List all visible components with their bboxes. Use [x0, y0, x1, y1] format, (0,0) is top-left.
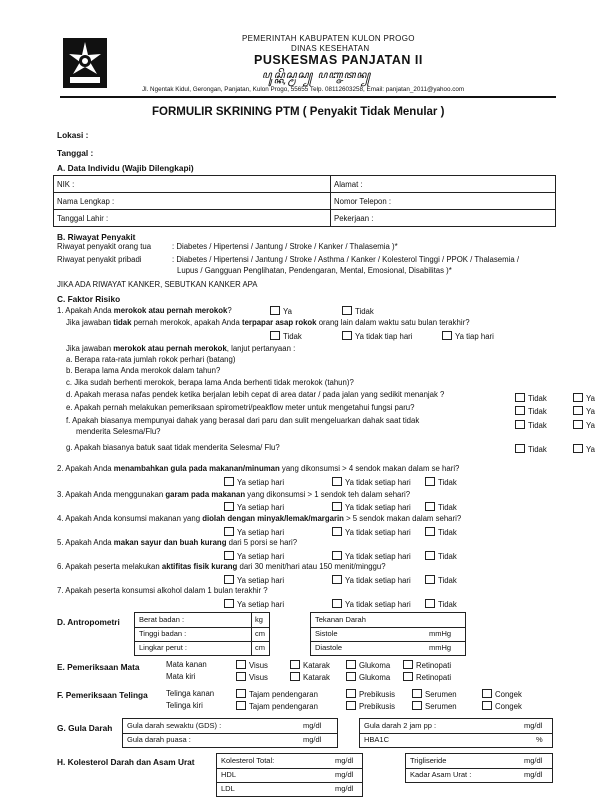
kolesterol-box — [216, 753, 363, 797]
q7-tidak[interactable]: Tidak — [425, 599, 457, 609]
nama-field[interactable]: Nama Lengkap : — [54, 193, 331, 210]
q6-ya-tidak-setiap-hari[interactable]: Ya tidak setiap hari — [332, 575, 411, 585]
section-d-heading: D. Antropometri — [57, 617, 120, 627]
lingkar-perut-field[interactable]: Lingkar perut : — [139, 643, 187, 652]
mata-kiri-visus[interactable]: Visus — [236, 672, 268, 682]
tb-unit: cm — [255, 629, 265, 638]
checkbox[interactable] — [482, 701, 492, 710]
q4-text: 4. Apakah Anda konsumsi makanan yang diolah dengan minyak/lemak/margarin > 5 sendok makan dalam sehari? — [57, 514, 462, 523]
pribadi-value-2[interactable]: Lupus / Gangguan Penglihatan, Pendengaran, Mental, Emosional, Disabilitas )* — [177, 266, 452, 275]
q1-sub-e: e. Apakah pernah melakukan pemeriksaan spirometri/peakflow meter untuk mengetahui fungsi paru? — [66, 403, 415, 412]
checkbox[interactable] — [425, 477, 435, 486]
section-e-heading: E. Pemeriksaan Mata — [57, 662, 140, 672]
checkbox[interactable] — [515, 444, 525, 453]
sub-g-ya-option[interactable]: Ya — [573, 444, 595, 454]
nik-field[interactable]: NIK : — [54, 176, 331, 193]
checkbox[interactable] — [425, 551, 435, 560]
q1-sub-c: c. Jika sudah berhenti merokok, berapa lama Anda berhenti tidak merokok (tahun)? — [66, 378, 354, 387]
telinga-kanan-serumen[interactable]: Serumen — [412, 689, 457, 699]
checkbox[interactable] — [270, 306, 280, 315]
mata-kanan-visus[interactable]: Visus — [236, 660, 268, 670]
checkbox[interactable] — [342, 331, 352, 340]
hba1c-field[interactable]: HBA1C — [364, 735, 390, 744]
gd2-field[interactable]: Gula darah 2 jam pp : — [364, 721, 437, 730]
sistole-unit: mmHg — [429, 629, 452, 638]
q1-sub-f-1: f. Apakah biasanya mempunyai dahak yang berasal dari paru dan sulit mengeluarkan dahak saat tidak — [66, 416, 420, 425]
gd-puasa-field[interactable]: Gula darah puasa : — [127, 735, 191, 744]
checkbox[interactable] — [332, 599, 342, 608]
q1-text: 1. Apakah Anda merokok atau pernah merokok? — [57, 306, 232, 315]
q7-ya-setiap-hari[interactable]: Ya setiap hari — [224, 599, 284, 609]
q6-tidak[interactable]: Tidak — [425, 575, 457, 585]
mata-kiri-glukoma[interactable]: Glukoma — [346, 672, 390, 682]
mata-kanan-retinopati[interactable]: Retinopati — [403, 660, 451, 670]
q1-sub-g: g. Apakah biasanya batuk saat tidak menderita Selesma/ Flu? — [66, 443, 280, 452]
header-address: Jl. Ngentak Kidul, Gerongan, Panjatan, Kulon Progo, 55655 Telp. 08112603258, Email: panjatan_2011@yahoo.com — [142, 86, 465, 93]
tekanan-darah-label: Tekanan Darah — [315, 615, 366, 624]
gula-darah-2-box — [359, 718, 553, 748]
checkbox[interactable] — [482, 689, 492, 698]
checkbox[interactable] — [346, 660, 356, 669]
trigliseride-field[interactable]: Trigliseride — [410, 756, 447, 765]
sub-e-tidak-option[interactable]: Tidak — [515, 406, 547, 416]
gd-puasa-unit: mg/dl — [303, 735, 322, 744]
ortu-label: Riwayat penyakit orang tua — [57, 242, 152, 251]
alamat-field[interactable]: Alamat : — [331, 176, 556, 193]
gds-unit: mg/dl — [303, 721, 322, 730]
q6-text: 6. Apakah peserta melakukan aktifitas fisik kurang dari 30 menit/hari atau 150 menit/minggu? — [57, 562, 386, 571]
section-b-heading: B. Riwayat Penyakit — [57, 232, 136, 242]
checkbox[interactable] — [332, 575, 342, 584]
checkbox[interactable] — [290, 672, 300, 681]
checkbox[interactable] — [515, 393, 525, 402]
telinga-kiri-tajam[interactable]: Tajam pendengaran — [236, 701, 318, 711]
checkbox[interactable] — [224, 477, 234, 486]
pekerjaan-field[interactable]: Pekerjaan : — [331, 210, 556, 227]
berat-badan-field[interactable]: Berat badan : — [139, 615, 185, 624]
checkbox[interactable] — [573, 444, 583, 453]
section-f-heading: F. Pemeriksaan Telinga — [57, 690, 148, 700]
form-title: FORMULIR SKRINING PTM ( Penyakit Tidak Menular ) — [152, 106, 445, 118]
q1-jika2-text: Jika jawaban merokok atau pernah merokok, lanjut pertanyaan : — [66, 344, 296, 353]
q4-ya-tidak-setiap-hari[interactable]: Ya tidak setiap hari — [332, 527, 411, 537]
hba1c-unit: % — [536, 735, 543, 744]
checkbox[interactable] — [346, 689, 356, 698]
q5-ya-tidak-setiap-hari[interactable]: Ya tidak setiap hari — [332, 551, 411, 561]
checkbox[interactable] — [224, 575, 234, 584]
tinggi-badan-field[interactable]: Tinggi badan : — [139, 629, 187, 638]
q1-sub-a: a. Berapa rata-rata jumlah rokok perhari (batang) — [66, 355, 236, 364]
checkbox[interactable] — [515, 406, 525, 415]
checkbox[interactable] — [332, 502, 342, 511]
checkbox[interactable] — [515, 420, 525, 429]
header-puskesmas: PUSKESMAS PANJATAN II — [254, 53, 423, 67]
q3-text: 3. Apakah Anda menggunakan garam pada makanan yang dikonsumsi > 1 sendok teh dalam sehari? — [57, 490, 411, 499]
section-a-heading: A. Data Individu (Wajib Dilengkapi) — [57, 163, 194, 173]
section-g-heading: G. Gula Darah — [57, 723, 113, 733]
kolesterol-total-field[interactable]: Kolesterol Total: — [221, 756, 275, 765]
checkbox[interactable] — [224, 527, 234, 536]
pribadi-value-1[interactable]: : Diabetes / Hipertensi / Jantung / Stroke / Asthma / Kanker / Kolesterol Tinggi / PPOK / Thalasemia / — [172, 255, 519, 264]
checkbox[interactable] — [346, 701, 356, 710]
sistole-field[interactable]: Sistole — [315, 629, 338, 638]
q5-text: 5. Apakah Anda makan sayur dan buah kurang dari 5 porsi se hari? — [57, 538, 298, 547]
javanese-script-logo: ꦥꦸꦱ꧀ꦏꦼꦱ꧀ꦩꦱ꧀ ꦥꦚ꧀ꦗꦠꦤ꧀ — [262, 70, 372, 81]
diastole-unit: mmHg — [429, 643, 452, 652]
trigliseride-unit: mg/dl — [524, 756, 543, 765]
q1b-tidak-option[interactable]: Tidak — [270, 331, 302, 341]
checkbox[interactable] — [573, 406, 583, 415]
q1b-ya-tiap-hari-option[interactable]: Ya tiap hari — [442, 331, 494, 341]
checkbox[interactable] — [342, 306, 352, 315]
gd2-unit: mg/dl — [524, 721, 543, 730]
emblem-logo — [62, 37, 108, 89]
q6-ya-setiap-hari[interactable]: Ya setiap hari — [224, 575, 284, 585]
q1-tidak-option[interactable]: Tidak — [342, 306, 374, 316]
sub-g-tidak-option[interactable]: Tidak — [515, 444, 547, 454]
sub-d-ya-option[interactable]: Ya — [573, 393, 595, 403]
checkbox[interactable] — [236, 660, 246, 669]
sub-f-tidak-option[interactable]: Tidak — [515, 420, 547, 430]
q1-sub-b: b. Berapa lama Anda merokok dalam tahun? — [66, 366, 221, 375]
checkbox[interactable] — [332, 477, 342, 486]
ldl-field[interactable]: LDL — [221, 784, 235, 793]
telinga-kanan-label: Telinga kanan — [166, 689, 215, 698]
ortu-value[interactable]: : Diabetes / Hipertensi / Jantung / Stroke / Kanker / Thalasemia )* — [172, 242, 398, 251]
q4-ya-setiap-hari[interactable]: Ya setiap hari — [224, 527, 284, 537]
section-c-heading: C. Faktor Risiko — [57, 294, 121, 304]
telinga-kiri-prebikusis[interactable]: Prebikusis — [346, 701, 395, 711]
gds-field[interactable]: Gula darah sewaktu (GDS) : — [127, 721, 222, 730]
mata-kiri-katarak[interactable]: Katarak — [290, 672, 330, 682]
data-individu-table — [53, 175, 556, 227]
lokasi-label: Lokasi : — [57, 130, 89, 140]
checkbox[interactable] — [425, 575, 435, 584]
telinga-kanan-prebikusis[interactable]: Prebikusis — [346, 689, 395, 699]
tanggal-label: Tanggal : — [57, 148, 94, 158]
q1-jika1-text: Jika jawaban tidak pernah merokok, apakah Anda terpapar asap rokok orang lain dalam waktu satu bulan terakhir? — [66, 318, 470, 327]
checkbox[interactable] — [332, 551, 342, 560]
ldl-unit: mg/dl — [335, 784, 354, 793]
checkbox[interactable] — [224, 502, 234, 511]
checkbox[interactable] — [573, 420, 583, 429]
q5-tidak[interactable]: Tidak — [425, 551, 457, 561]
sub-f-ya-option[interactable]: Ya — [573, 420, 595, 430]
header-dept: DINAS KESEHATAN — [291, 44, 370, 53]
gula-darah-box — [122, 718, 338, 748]
antropometri-box — [134, 612, 270, 656]
diastole-field[interactable]: Diastole — [315, 643, 343, 652]
checkbox[interactable] — [224, 599, 234, 608]
q2-ya-tidak-setiap-hari[interactable]: Ya tidak setiap hari — [332, 477, 411, 487]
checkbox[interactable] — [236, 689, 246, 698]
checkbox[interactable] — [332, 527, 342, 536]
asam-urat-field[interactable]: Kadar Asam Urat : — [410, 770, 472, 779]
pribadi-label: Riwayat penyakit pribadi — [57, 255, 142, 264]
checkbox[interactable] — [224, 551, 234, 560]
telepon-field[interactable]: Nomor Telepon : — [331, 193, 556, 210]
q1-ya-option[interactable]: Ya — [270, 306, 292, 316]
sub-e-ya-option[interactable]: Ya — [573, 406, 595, 416]
q3-ya-tidak-setiap-hari[interactable]: Ya tidak setiap hari — [332, 502, 411, 512]
header-divider — [60, 96, 556, 98]
checkbox[interactable] — [425, 599, 435, 608]
checkbox[interactable] — [403, 672, 413, 681]
section-h-heading: H. Kolesterol Darah dan Asam Urat — [57, 757, 195, 767]
asam-urat-box — [405, 753, 553, 783]
lp-unit: cm — [255, 643, 265, 652]
q2-ya-setiap-hari[interactable]: Ya setiap hari — [224, 477, 284, 487]
hdl-field[interactable]: HDL — [221, 770, 237, 779]
checkbox[interactable] — [573, 393, 583, 402]
q5-ya-setiap-hari[interactable]: Ya setiap hari — [224, 551, 284, 561]
telinga-kiri-label: Telinga kiri — [166, 701, 203, 710]
checkbox[interactable] — [403, 660, 413, 669]
checkbox[interactable] — [425, 502, 435, 511]
checkbox[interactable] — [412, 701, 422, 710]
checkbox[interactable] — [236, 701, 246, 710]
mata-kanan-label: Mata kanan — [166, 660, 207, 669]
asam-urat-unit: mg/dl — [524, 770, 543, 779]
mata-kanan-katarak[interactable]: Katarak — [290, 660, 330, 670]
tekanan-darah-box — [310, 612, 466, 656]
bb-unit: kg — [255, 615, 263, 624]
mata-kiri-retinopati[interactable]: Retinopati — [403, 672, 451, 682]
q7-ya-tidak-setiap-hari[interactable]: Ya tidak setiap hari — [332, 599, 411, 609]
telinga-kanan-congek[interactable]: Congek — [482, 689, 522, 699]
checkbox[interactable] — [290, 660, 300, 669]
q3-tidak[interactable]: Tidak — [425, 502, 457, 512]
tgl-lahir-field[interactable]: Tanggal Lahir : — [54, 210, 331, 227]
telinga-kiri-congek[interactable]: Congek — [482, 701, 522, 711]
sub-d-tidak-option[interactable]: Tidak — [515, 393, 547, 403]
checkbox[interactable] — [346, 672, 356, 681]
hdl-unit: mg/dl — [335, 770, 354, 779]
checkbox[interactable] — [442, 331, 452, 340]
mata-kiri-label: Mata kiri — [166, 672, 196, 681]
telinga-kanan-tajam[interactable]: Tajam pendengaran — [236, 689, 318, 699]
q4-tidak[interactable]: Tidak — [425, 527, 457, 537]
q2-text: 2. Apakah Anda menambahkan gula pada makanan/minuman yang dikonsumsi > 4 sendok makan dalam se hari? — [57, 464, 460, 473]
kanker-label: JIKA ADA RIWAYAT KANKER, SEBUTKAN KANKER APA — [57, 280, 258, 289]
telinga-kiri-serumen[interactable]: Serumen — [412, 701, 457, 711]
q1-sub-d: d. Apakah merasa nafas pendek ketika berjalan lebih cepat di area datar / pada jalan yang sedikit menanjak ? — [66, 390, 445, 399]
mata-kanan-glukoma[interactable]: Glukoma — [346, 660, 390, 670]
checkbox[interactable] — [236, 672, 246, 681]
q7-text: 7. Apakah peserta konsumsi alkohol dalam 1 bulan terakhir ? — [57, 586, 268, 595]
q1b-ya-tidak-tiap-hari-option[interactable]: Ya tidak tiap hari — [342, 331, 413, 341]
checkbox[interactable] — [425, 527, 435, 536]
header-gov: PEMERINTAH KABUPATEN KULON PROGO — [242, 34, 415, 43]
kolesterol-total-unit: mg/dl — [335, 756, 354, 765]
q1-sub-f-2: menderita Selesma/Flu? — [76, 427, 161, 436]
checkbox[interactable] — [270, 331, 280, 340]
q2-tidak[interactable]: Tidak — [425, 477, 457, 487]
q3-ya-setiap-hari[interactable]: Ya setiap hari — [224, 502, 284, 512]
checkbox[interactable] — [412, 689, 422, 698]
